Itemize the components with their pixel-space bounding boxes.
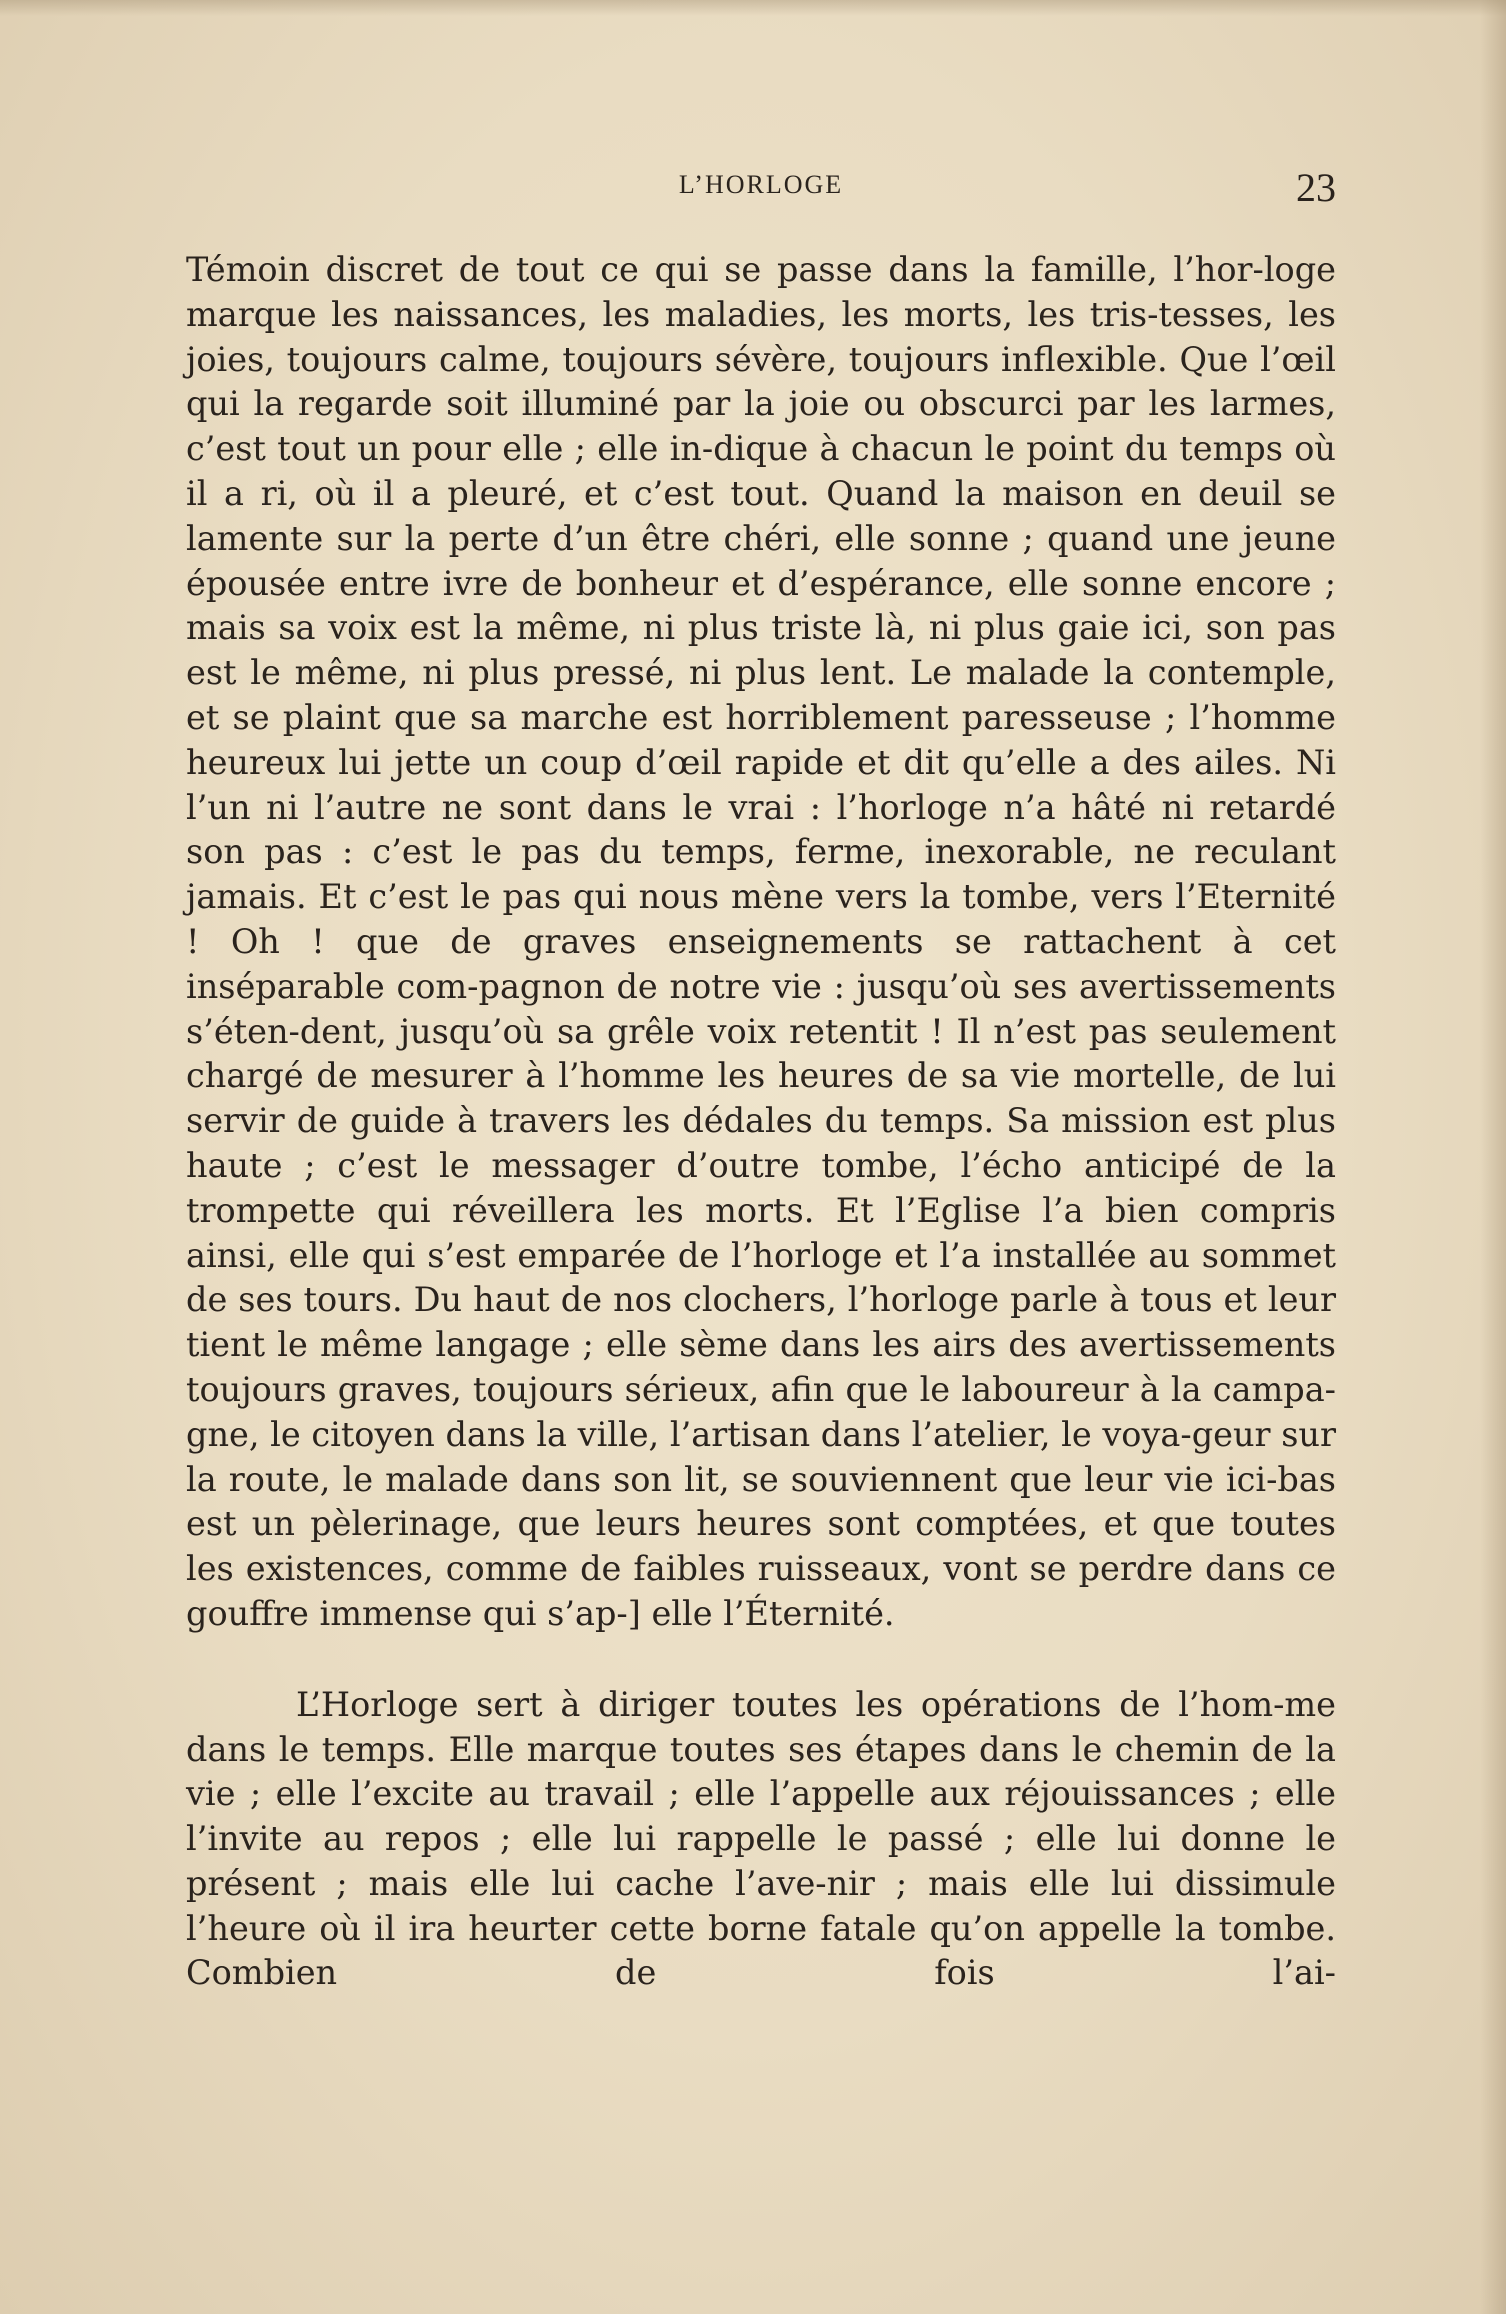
page-number: 23 xyxy=(1296,165,1336,210)
page-header xyxy=(186,165,1336,210)
page-right-edge xyxy=(1480,0,1506,2314)
running-title: L’HORLOGE xyxy=(678,170,844,199)
paragraph-1: Témoin discret de tout ce qui se passe dans la famille, l’hor-loge marque les naissances, les maladies, les morts, les tris-tesses, les joies, toujours calme, toujours sévère, toujours inflexible. Que l’œil qui la regarde soit illuminé par la joie ou obscurci par les larmes, c’est tout un pour elle ; elle in-dique à chacun le point du temps où il a ri, où il a pleuré, et c’est tout. Quand la maison en deuil se lamente sur la perte d’un être chéri, elle sonne ; quand une jeune épousée entre ivre de bonheur et d’espérance, elle sonne encore ; mais sa voix est la même, ni plus triste là, ni plus gaie ici, son pas est le même, ni plus pressé, ni plus lent. Le malade la contemple, et se plaint que sa marche est horriblement paresseuse ; l’homme heureux lui jette un coup d’œil rapide et dit qu’elle a des ailes. Ni l’un ni l’autre ne sont dans le vrai : l’horloge n’a hâté ni retardé son pas : c’est le pas du temps, ferme, inexorable, ne reculant jamais. Et c’est le pas qui nous mène vers la tombe, vers l’Eternité ! Oh ! que de graves enseignements se rattachent à cet inséparable com-pagnon de notre vie : jusqu’où ses avertissements s’éten-dent, jusqu’où sa grêle voix retentit ! Il n’est pas seulement chargé de mesurer à l’homme les heures de sa vie mortelle, de lui servir de guide à travers les dédales du temps. Sa mission est plus haute ; c’est le messager d’outre tombe, l’écho anticipé de la trompette qui réveillera les morts. Et l’Eglise l’a bien compris ainsi, elle qui s’est emparée de l’horloge et l’a installée au sommet de ses tours. Du haut de nos clochers, l’horloge parle à tous et leur tient le même langage ; elle sème dans les airs des avertissements toujours graves, toujours sérieux, afin que le laboureur à la campa-gne, le citoyen dans la ville, l’artisan dans l’atelier, le voya-geur sur la route, le malade dans son lit, se souviennent que leur vie ici-bas est un pèlerinage, que leurs heures sont comptées, et que toutes les existences, comme de faibles ruisseaux, vont se perdre dans ce gouffre immense qui s’ap-] elle l’Éternité. xyxy=(186,250,1336,1633)
body-text xyxy=(186,248,1336,1996)
paragraph-2: L’Horloge sert à diriger toutes les opérations de l’hom-me dans le temps. Elle marque toutes ses étapes dans le chemin de la vie ; elle l’excite au travail ; elle l’appelle aux réjouissances ; elle l’invite au repos ; elle lui rappelle le passé ; elle lui donne le présent ; mais elle lui cache l’ave-nir ; mais elle lui dissimule l’heure où il ira heurter cette borne fatale qu’on appelle la tombe. Combien de fois l’ai- xyxy=(186,1684,1336,1993)
page-top-shadow xyxy=(0,0,1506,16)
